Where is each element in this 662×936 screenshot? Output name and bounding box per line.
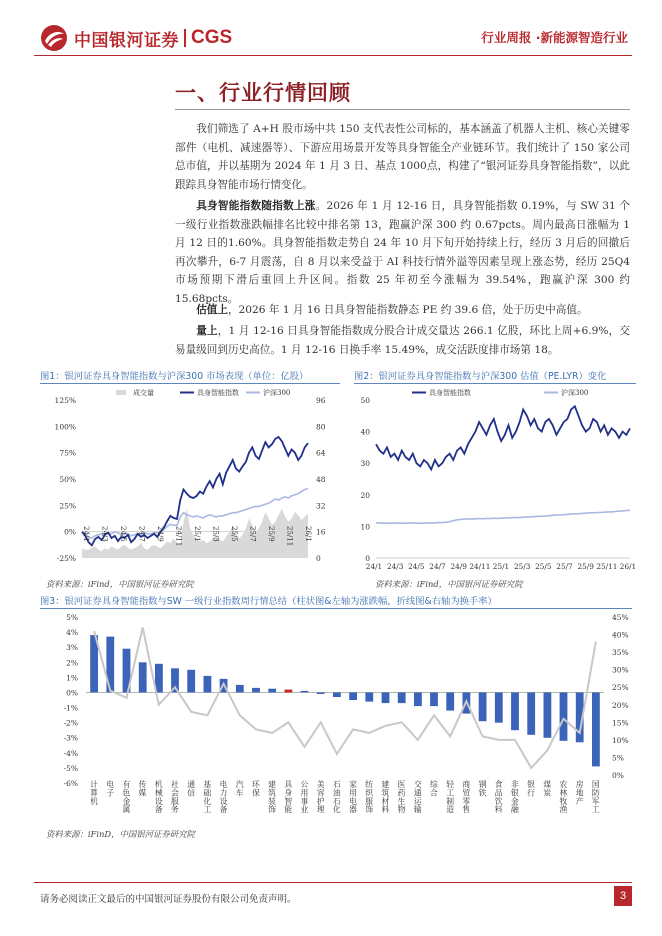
paragraph-volume [175,322,630,359]
logo-en-text: CGS [191,27,233,48]
legend-swatch-volume [116,390,126,395]
series-hs300-pe-line [376,510,630,523]
x-tick-label: 25/5 [535,562,552,571]
category-label-char: 环 [251,780,260,789]
category-label-char: 身 [284,788,293,798]
category-label-char: 融 [510,805,519,815]
category-label-char: 煤 [543,780,552,789]
category-label-char: 有 [122,780,131,789]
figure1-title: 图1：银河证券具身智能指数与沪深300 市场表现（单位：亿股） [40,371,309,382]
category-label-char: 售 [462,805,471,815]
galaxy-logo-icon [40,24,68,52]
category-label-char: 综 [430,780,438,789]
bar-14 [317,693,325,695]
legend-label: 具身智能指数 [429,389,471,397]
category-label-char: 机 [90,796,98,806]
category-label-char: 传 [138,780,147,789]
y-right-tick-label: 96 [316,396,326,405]
category-label-char: 筑 [268,788,276,798]
category-label-char: 药 [397,788,406,798]
category-label-char: 机 [154,780,163,789]
category-label-char: 品 [494,788,503,798]
y-left-tick-label: -4% [63,748,78,758]
category-label-char: 装 [268,796,276,806]
y-right-tick-label: 20% [612,700,629,710]
x-tick-label: 24/7 [429,562,446,571]
x-tick-label: 25/3 [513,562,531,571]
category-label-char: 生 [397,796,406,806]
paragraph-body: ，2026 年 1 月 16 日具身智能指数静态 PE 约 39.6 倍，处于历史中高值。 [227,304,588,316]
category-label-char: 算 [90,788,98,798]
category-label-char: 石 [332,780,341,789]
x-tick-label: 24/3 [100,526,109,542]
y-left-tick-label: 100% [54,422,76,432]
y-right-tick-label: 0% [612,771,624,780]
category-label-char: 智 [284,796,293,806]
bar-11 [268,689,276,693]
category-label-char: 银 [527,780,535,789]
category-label-char: 饰 [268,805,276,815]
section-divider [175,109,630,110]
legend-label: 具身智能指数 [197,389,239,397]
y-tick-label: 30 [360,459,370,469]
y-left-tick-label: -2% [63,718,78,728]
y-right-tick-label: 30% [612,665,629,675]
paragraph-lead: 具身智能指数随指数上涨 [196,200,316,212]
category-label-char: 房 [575,780,584,789]
page-number: 3 [614,886,632,906]
y-left-tick-label: 50% [59,475,76,484]
y-tick-label: 0 [365,554,370,563]
category-label-char: 造 [446,805,455,815]
x-tick-label: 26/1 [619,562,636,571]
x-tick-label: 24/1 [82,526,90,542]
y-left-tick-label: 3% [66,643,78,653]
category-label-char: 石 [332,796,341,806]
category-label-char: 防 [591,788,600,798]
x-tick-label: 24/1 [365,562,383,571]
bar-27 [527,693,535,735]
figure1-chart [40,386,340,574]
category-label-char: 具 [284,780,293,789]
y-left-tick-label: 4% [66,628,78,638]
y-left-tick-label: -5% [63,763,78,773]
category-label-char: 纺 [365,780,374,789]
x-tick-label: 24/5 [408,562,425,571]
category-label-char: 工 [446,788,455,798]
category-label-char: 饮 [494,796,503,806]
category-label-char: 属 [122,805,131,815]
x-tick-label: 24/11 [174,526,183,547]
paragraph-body: ，1 月 12-16 日具身智能指数成分股合计成交量达 266.1 亿股，环比上周+6.9%，交易量级回到历史高位。1 月 12-16 日换手率 15.49%，成交活跃度排市场第 18。 [175,325,630,356]
y-right-tick-label: 64 [316,448,326,458]
x-tick-label: 25/9 [267,526,275,542]
category-label-char: 油 [332,788,341,798]
bar-29 [560,693,568,741]
bar-16 [349,693,357,701]
y-left-tick-label: -3% [63,733,78,743]
y-left-tick-label: -6% [63,779,78,788]
figure3-title: 图3：银河证券具身智能指数与SW 一级行业指数周行情总结（柱状图&左轴为涨跌幅，折线图&右轴为换手率） [40,596,497,607]
category-label-char: 用 [349,788,357,798]
category-label-char: 钢 [478,780,487,789]
x-tick-label: 25/3 [211,526,220,542]
x-tick-label: 25/5 [230,526,238,542]
category-label-char: 备 [154,805,163,815]
category-label-char: 筑 [381,788,390,798]
x-tick-label: 25/9 [577,562,594,571]
category-label-char: 合 [430,788,438,798]
figure3-source: 资料来源：iFinD，中国银河证券研究院 [46,829,195,839]
y-right-tick-label: 10% [612,735,629,745]
footer-disclaimer: 请务必阅读正文最后的中国银河证券股份有限公司免责声明。 [40,894,297,905]
x-tick-label: 26/1 [304,526,312,542]
x-tick-label: 24/3 [386,562,404,571]
y-right-tick-label: 80 [316,422,326,432]
category-label-char: 贸 [462,788,471,798]
figure2-title-rule [354,383,636,384]
category-label-char: 商 [462,780,471,789]
bar-26 [511,693,519,731]
category-label-char: 车 [235,788,244,798]
y-right-tick-label: 25% [612,683,629,693]
y-left-tick-label: 2% [66,658,78,668]
category-label-char: 础 [203,788,212,798]
y-tick-label: 40 [360,427,370,437]
figure3-chart [40,609,632,823]
category-label-char: 饰 [365,805,374,815]
brand-logo [40,22,232,54]
x-tick-label: 24/9 [156,526,164,542]
paragraph-index-performance [175,197,630,309]
category-label-char: 服 [365,796,374,806]
category-label-char: 金 [510,796,519,806]
category-label-char: 事 [300,796,309,806]
category-label-char: 社 [171,780,179,789]
category-label-char: 零 [462,796,471,806]
category-label-char: 医 [397,780,406,789]
figure2-chart [354,386,636,574]
bar-10 [252,688,260,693]
footer-divider [34,882,632,883]
bar-31 [592,693,600,767]
y-right-tick-label: 16 [316,527,326,537]
category-label-char: 农 [559,780,568,789]
paragraph-intro: 我们筛选了 A+H 股市场中共 150 支代表性公司标的，基本涵盖了机器人主机、核心关键零部件（电机、减速器等）、下游应用场景开发等具身智能全产业链环节。我们统计了 150 家公司总市值，并以基期为 2024 年 1 月 3 日、基点 1000点，构建了“银河证券具身智能指数”，以此跟踪具身智能市场行情变化。 [175,123,630,191]
bar-21 [430,693,438,707]
bar-20 [414,693,422,707]
x-tick-label: 25/11 [285,526,294,547]
paragraph-valuation [175,301,630,320]
category-label-char: 物 [397,805,406,815]
figure1-source: 资料来源：iFind，中国银河证券研究院 [46,579,194,589]
category-label-char: 公 [300,780,309,789]
category-label-char: 银 [510,788,519,798]
y-tick-label: 10 [360,522,370,532]
category-label-char: 工 [591,805,600,815]
category-label-char: 护 [316,796,325,806]
bar-17 [365,693,373,702]
y-left-tick-label: 25% [59,501,76,511]
category-label-char: 业 [300,805,309,815]
category-label-char: 子 [106,788,115,798]
bar-6 [187,670,195,693]
page-header [0,0,662,66]
y-right-tick-label: 45% [612,613,629,622]
x-tick-label: 24/11 [469,562,491,571]
x-tick-label: 24/7 [137,526,146,542]
y-left-tick-label: 5% [66,613,78,622]
category-label-char: 军 [591,796,600,806]
category-label-char: 料 [381,805,390,815]
category-label-char: 通 [413,788,422,798]
bar-19 [398,693,406,704]
category-label-char: 织 [365,788,374,798]
y-left-tick-label: 75% [59,448,76,458]
category-label-char: 工 [203,805,212,815]
logo-divider [184,29,186,47]
category-label-char: 能 [284,805,293,815]
legend-label: 沪深300 [561,389,589,397]
section-title: 一、行业行情回顾 [175,81,351,105]
category-label-char: 务 [171,805,179,815]
category-label-char: 化 [332,805,341,815]
category-label-char: 器 [349,805,357,815]
y-right-tick-label: 15% [612,718,629,728]
y-tick-label: 50 [360,396,370,405]
category-label-char: 通 [187,780,196,789]
category-label-char: 食 [494,780,503,789]
category-label-char: 非 [510,780,519,789]
y-right-tick-label: 0 [316,554,321,563]
category-label-char: 运 [413,796,422,806]
category-label-char: 计 [90,780,98,789]
category-label-char: 铁 [478,788,487,798]
y-left-tick-label: -25% [56,554,76,563]
category-label-char: 设 [219,796,228,806]
y-right-tick-label: 35% [612,648,629,658]
category-label-char: 保 [251,788,260,798]
x-tick-label: 25/1 [193,526,201,542]
legend-label: 沪深300 [263,389,291,397]
bar-13 [301,691,309,693]
paragraph-body: 。2026 年 1 月 12-16 日，具身智能指数 0.19%，与 SW 31 个一级行业指数涨跌幅排名比较中排名第 13，跑赢沪深 300 约 0.67pcts。周内最高日涨幅为 1 月 12 日的1.60%。具身智能指数走势自 24 年 10 月下旬开始持续上行，经历 3 月后的回撤后再次攀升，6-7 月震荡，自 8 月以来受益于 AI 科技行情外溢等因素呈现上涨态势，经历 25Q4 市场预期下滑后重回上升区间。指数 25 年初至今涨幅为 39.54%，跑赢沪深 300 约 15.68pcts。 [175,200,631,305]
category-label-char: 建 [381,780,390,789]
category-label-char: 服 [171,796,179,806]
category-label-char: 用 [300,788,309,798]
category-label-char: 信 [187,788,196,798]
legend-label: 成交量 [133,389,154,397]
category-label-char: 炭 [543,788,552,798]
category-label-char: 械 [154,788,163,798]
bar-25 [495,693,503,723]
category-label-char: 电 [106,780,115,789]
category-label-char: 交 [413,780,422,789]
category-label-char: 家 [349,780,357,789]
category-label-char: 行 [527,788,535,798]
figure2-source: 资料来源：iFind，中国银河证券研究院 [375,579,523,589]
y-left-tick-label: 125% [54,396,76,405]
header-divider [34,55,632,56]
paragraph-lead: 估值上 [196,304,228,316]
category-label-char: 输 [413,805,422,815]
category-label-char: 轻 [446,780,455,789]
category-label-char: 林 [559,788,568,798]
category-label-char: 会 [171,788,179,798]
category-label-char: 理 [316,805,325,815]
bar-15 [333,693,341,698]
category-label-char: 电 [219,780,228,789]
series-turnover-line [94,628,596,769]
x-tick-label: 24/9 [450,562,467,571]
series-index-pe-line [376,406,630,469]
x-tick-label: 25/7 [556,562,573,571]
category-label-char: 牧 [559,796,568,806]
category-label-char: 建 [268,780,276,789]
category-label-char: 基 [203,780,212,789]
x-tick-label: 25/11 [596,562,618,571]
category-label-char: 容 [316,788,325,798]
category-label-char: 媒 [138,788,147,798]
category-label-char: 国 [591,780,600,789]
category-label-char: 料 [494,805,503,815]
y-left-tick-label: -1% [63,703,78,713]
bar-3 [139,662,147,692]
y-left-tick-label: 0% [66,688,78,698]
y-right-tick-label: 32 [316,501,326,511]
logo-cn-text: 中国银河证券 [74,30,179,51]
category-label-char: 化 [203,796,212,806]
category-label-char: 产 [575,796,584,806]
bar-18 [382,693,390,704]
bar-9 [236,685,244,693]
category-label-char: 制 [446,796,455,806]
category-label-char: 设 [154,796,163,806]
category-label-char: 材 [381,796,390,806]
category-label-char: 力 [219,788,228,798]
report-type-label: 行业周报 ·新能源智造行业 [481,30,628,45]
y-left-tick-label: 1% [66,673,78,683]
y-tick-label: 20 [360,490,370,500]
paragraph-lead: 量上 [196,325,218,337]
y-right-tick-label: 40% [612,630,629,640]
x-tick-label: 25/7 [248,526,257,542]
bar-22 [446,693,454,711]
category-label-char: 电 [349,796,357,806]
category-label-char: 地 [575,788,584,798]
category-label-char: 金 [122,796,131,806]
category-label-char: 美 [316,780,325,789]
y-right-tick-label: 5% [612,753,624,763]
category-label-char: 汽 [235,780,244,789]
x-tick-label: 25/1 [492,562,510,571]
bar-28 [544,693,552,738]
y-right-tick-label: 48 [316,475,326,484]
figure1-title-rule [40,383,340,384]
bar-7 [204,676,212,693]
category-label-char: 渔 [559,805,568,815]
x-tick-label: 24/5 [119,526,127,542]
category-label-char: 色 [122,788,131,798]
bar-24 [479,693,487,722]
figure2-title: 图2：银河证券具身智能指数与沪深300 估值（PE.LYR）变化 [354,371,607,382]
bar-12 [285,690,293,693]
category-label-char: 备 [219,805,228,815]
y-left-tick-label: 0% [64,527,76,537]
